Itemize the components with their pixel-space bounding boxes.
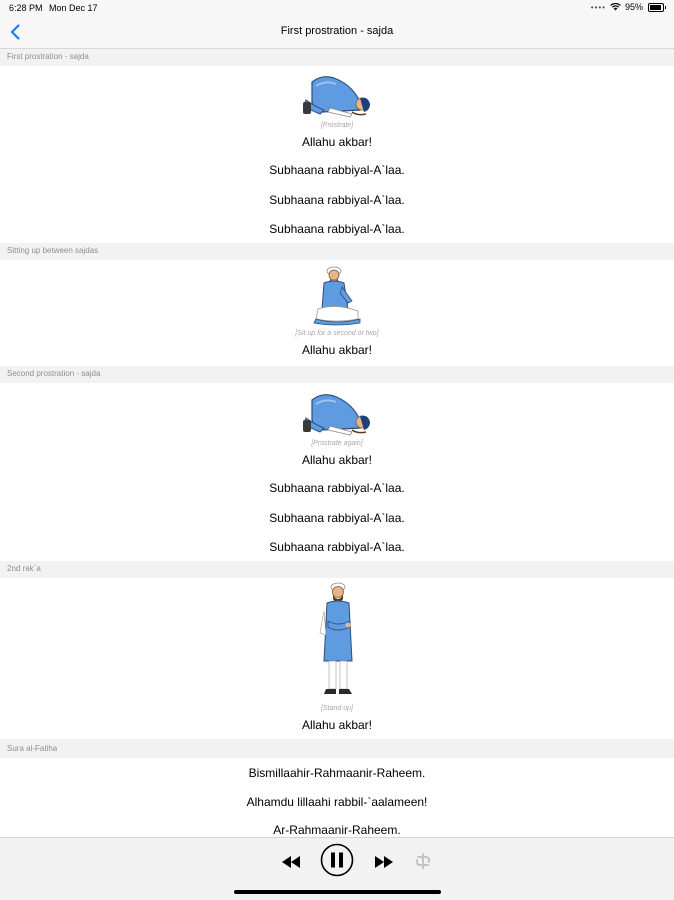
recitation-line: Ar-Rahmaanir-Raheem. bbox=[273, 823, 401, 837]
pause-icon bbox=[320, 843, 354, 877]
status-right bbox=[591, 2, 664, 12]
standing-figure-icon bbox=[318, 581, 358, 699]
prostrating-figure-icon bbox=[300, 72, 374, 118]
section-header-label: 2nd rak`a bbox=[7, 564, 41, 573]
rewind-button[interactable] bbox=[280, 851, 302, 873]
section-header bbox=[0, 739, 674, 758]
section-header bbox=[0, 49, 674, 66]
status-date: Mon Dec 17 bbox=[49, 3, 98, 13]
home-indicator[interactable] bbox=[234, 890, 441, 894]
recitation-line: Subhaana rabbiyal-A`laa. bbox=[269, 511, 405, 525]
status-time: 6:28 PM bbox=[9, 3, 43, 13]
recitation-line: Alhamdu lillaahi rabbil-`aalameen! bbox=[246, 795, 428, 809]
section-header-label: Sura al-Fatiha bbox=[7, 744, 58, 753]
pause-button[interactable] bbox=[320, 843, 354, 877]
wifi-icon bbox=[610, 3, 621, 11]
battery-icon bbox=[648, 3, 664, 12]
battery-percent: 95% bbox=[624, 2, 643, 12]
recitation-line: Subhaana rabbiyal-A`laa. bbox=[269, 163, 405, 177]
recitation-line: Subhaana rabbiyal-A`laa. bbox=[269, 481, 405, 495]
status-bar bbox=[0, 0, 674, 16]
recitation-line: Subhaana rabbiyal-A`laa. bbox=[269, 193, 405, 207]
section-header bbox=[0, 561, 674, 578]
fast-forward-icon bbox=[373, 851, 395, 873]
instruction-caption: [Prostrate again] bbox=[311, 440, 363, 447]
recitation-line: Allahu akbar! bbox=[301, 718, 373, 732]
multitasking-dots-icon: •••• bbox=[590, 2, 606, 12]
recitation-line: Bismillaahir-Rahmaanir-Raheem. bbox=[248, 766, 426, 780]
sitting-figure-icon bbox=[310, 265, 362, 327]
recitation-line: Subhaana rabbiyal-A`laa. bbox=[269, 222, 405, 236]
section-header-label: Sitting up between sajdas bbox=[7, 246, 99, 255]
recitation-line: Allahu akbar! bbox=[301, 343, 373, 357]
section-header bbox=[0, 366, 674, 383]
section-header-label: First prostration - sajda bbox=[7, 52, 89, 61]
rewind-icon bbox=[280, 851, 302, 873]
prayer-content[interactable] bbox=[0, 49, 674, 837]
repeat-button[interactable] bbox=[413, 851, 433, 871]
page-title: First prostration - sajda bbox=[280, 25, 394, 37]
recitation-line: Subhaana rabbiyal-A`laa. bbox=[269, 540, 405, 554]
battery-fill bbox=[650, 5, 661, 10]
section-header-label: Second prostration - sajda bbox=[7, 369, 101, 378]
fast-forward-button[interactable] bbox=[373, 851, 395, 873]
repeat-icon bbox=[413, 851, 433, 871]
instruction-caption: [Sit up for a second or two] bbox=[295, 330, 379, 337]
instruction-caption: [Stand up] bbox=[321, 705, 353, 712]
instruction-caption: [Prostrate] bbox=[320, 122, 354, 129]
navigation-bar bbox=[0, 16, 674, 49]
recitation-line: Allahu akbar! bbox=[301, 135, 373, 149]
recitation-line: Allahu akbar! bbox=[301, 453, 373, 467]
section-header bbox=[0, 243, 674, 260]
prostrating-figure-icon bbox=[300, 390, 374, 436]
